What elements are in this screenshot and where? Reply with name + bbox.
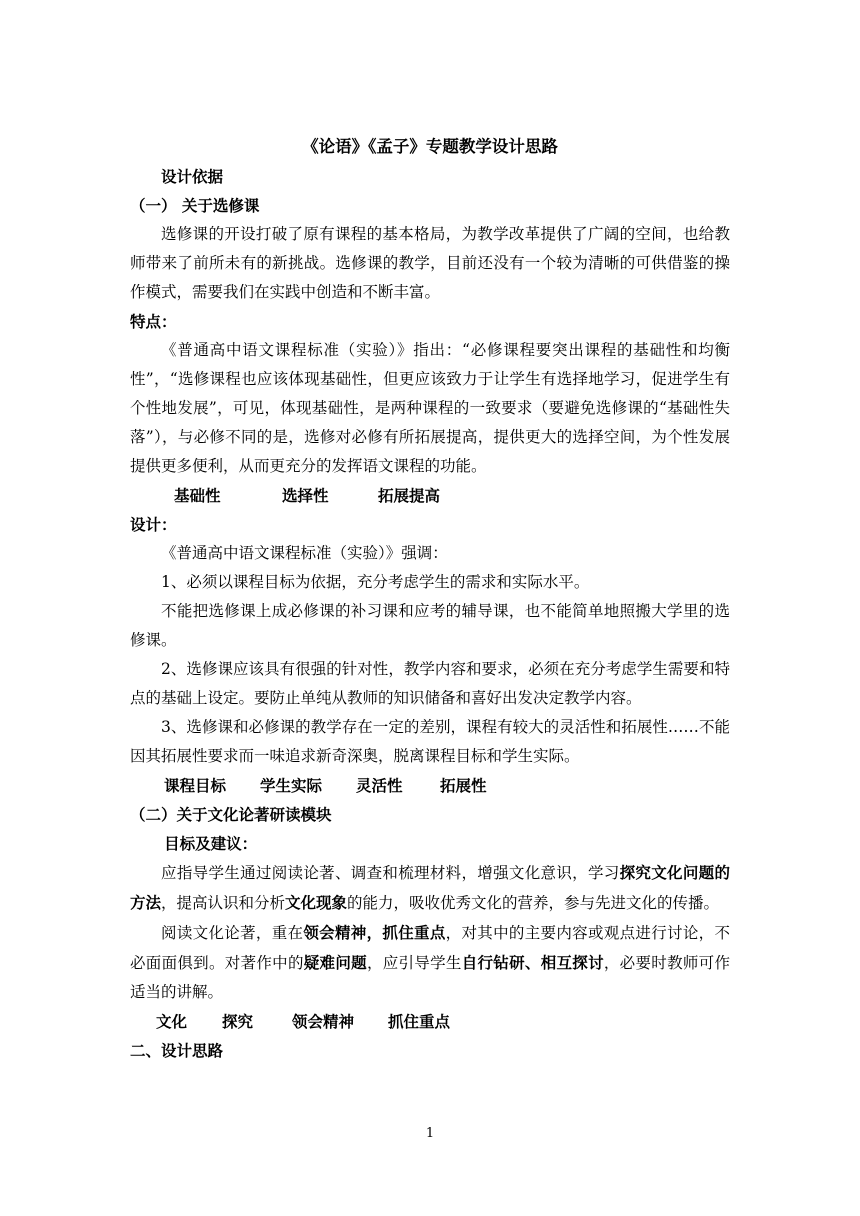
- text-run: ，提高认识和分析: [161, 894, 286, 912]
- emphasis-text: 自行钻研、相互探讨: [461, 953, 604, 972]
- text-run: ，对其中的主要内容或观点进行讨论，不必面面俱到。对著作中的: [130, 924, 730, 972]
- keyword: 探究: [222, 1012, 254, 1031]
- keyword: 基础性: [174, 486, 221, 505]
- paragraph-curriculum-standard: 《普通高中语文课程标准（实验）》指出：“必修课程要突出课程的基础性和均衡性”，“选修课程也应该体现基础性，但更应该致力于让学生有选择地学习，促进学生有个性地发展”，可见，体现基础性，是两种课程的一致要求（要避免选修课的“基础性失落”），与必修不同的是，选修对必修有所拓展提高，提供更大的选择空间，为个性发展提供更多便利，从而更充分的发挥语文课程的功能。: [130, 341, 730, 475]
- text-run: ，必要时教师可作适当的讲解。: [130, 954, 730, 1001]
- keyword: 抓住重点: [388, 1012, 451, 1031]
- section-heading-design-approach: 二、设计思路: [130, 1041, 224, 1060]
- paragraph-standard-emphasis: 《普通高中语文课程标准（实验）》强调：: [161, 544, 448, 562]
- keyword: 灵活性: [356, 776, 403, 795]
- paragraph-point-3: 3、选修课和必修课的教学存在一定的差别，课程有较大的灵活性和拓展性……不能因其拓展性要求而一味追求新奇深奥，脱离课程目标和学生实际。: [130, 718, 730, 765]
- text-run: 阅读文化论著，重在: [161, 924, 304, 942]
- keyword: 文化: [156, 1012, 188, 1031]
- text-run: 应指导学生通过阅读论著、调查和梳理材料，增强文化意识，学习: [161, 864, 620, 882]
- keyword: 拓展性: [440, 776, 487, 795]
- document-body: [130, 132, 730, 1065]
- paragraph-point-1-detail: 不能把选修课上成必修课的补习课和应考的辅导课，也不能简单地照搬大学里的选修课。: [130, 602, 730, 649]
- keyword: 拓展提高: [378, 486, 441, 505]
- paragraph-reading-advice: [130, 918, 730, 1007]
- emphasis-text: 文化现象: [285, 893, 348, 912]
- paragraph-goals: [130, 858, 730, 918]
- subsection-heading-cultural-reading: （二）关于文化论著研读模块: [130, 805, 332, 824]
- paragraph-point-1: 1、必须以课程目标为依据，充分考虑学生的需求和实际水平。: [161, 573, 590, 591]
- keywords-row-3: [130, 1007, 730, 1036]
- keyword: 课程目标: [164, 776, 227, 795]
- text-run: ，应引导学生: [366, 954, 462, 972]
- keywords-row-2: [130, 771, 730, 800]
- keyword: 领会精神: [292, 1012, 355, 1031]
- paragraph-point-2: 2、选修课应该具有很强的针对性，教学内容和要求，必须在充分考虑学生需要和特点的基础上设定。要防止单纯从教师的知识储备和喜好出发决定教学内容。: [130, 660, 730, 707]
- document-title: 《论语》《孟子》专题教学设计思路: [302, 137, 558, 156]
- emphasis-text: 疑难问题: [303, 953, 367, 972]
- emphasis-text: 探究文化问题的方法: [130, 863, 730, 912]
- page-number: 1: [425, 1126, 435, 1141]
- label-features: 特点：: [130, 312, 177, 331]
- keyword: 学生实际: [260, 776, 323, 795]
- keywords-row-1: [130, 481, 730, 510]
- subsection-heading-electives: （一） 关于选修课: [130, 196, 260, 215]
- text-run: 的能力，吸收优秀文化的营养，参与先进文化的传播。: [347, 894, 720, 912]
- label-goals: 目标及建议：: [164, 834, 258, 853]
- emphasis-text: 领会精神，抓住重点: [303, 923, 446, 942]
- section-heading-design-basis: 设计依据: [161, 167, 224, 186]
- label-design: 设计：: [130, 515, 177, 534]
- paragraph-electives-intro: 选修课的开设打破了原有课程的基本格局，为教学改革提供了广阔的空间，也给教师带来了前所未有的新挑战。选修课的教学，目前还没有一个较为清晰的可供借鉴的操作模式，需要我们在实践中创造和不断丰富。: [130, 225, 730, 301]
- keyword: 选择性: [282, 486, 329, 505]
